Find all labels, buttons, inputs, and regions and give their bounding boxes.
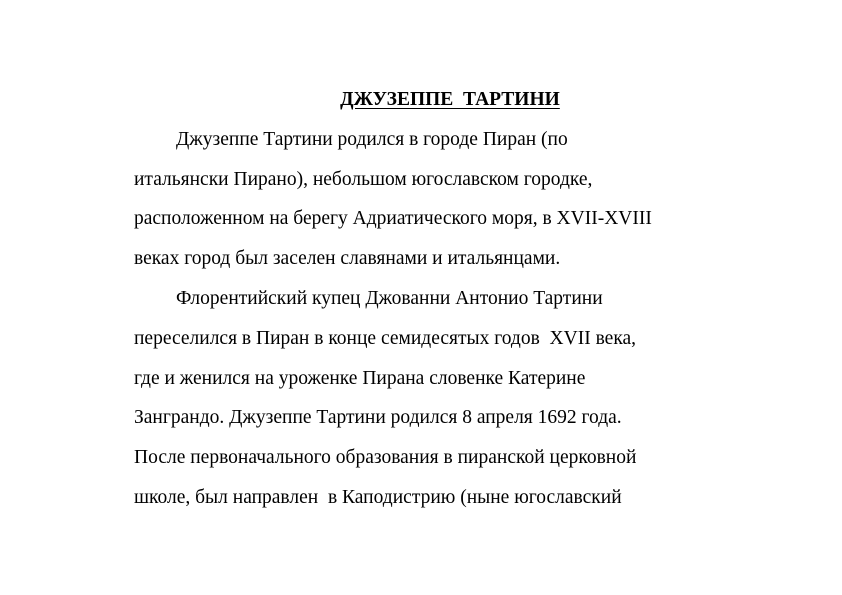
text-line: Занграндо. Джузеппе Тартини родился 8 апреля 1692 года.: [134, 407, 622, 428]
text-line: итальянски Пирано), небольшом югославском городке,: [134, 169, 593, 190]
document-title: ДЖУЗЕППЕ ТАРТИНИ: [340, 89, 560, 110]
text-line: Флорентийский купец Джованни Антонио Тартини: [176, 288, 603, 309]
text-line: расположенном на берегу Адриатического моря, в XVII-XVIII: [134, 208, 652, 229]
text-line: школе, был направлен в Каподистрию (ныне югославский: [134, 487, 622, 508]
text-line: После первоначального образования в пиранской церковной: [134, 447, 637, 468]
text-line: где и женился на уроженке Пирана словенке Катерине: [134, 368, 586, 389]
text-line: Джузеппе Тартини родился в городе Пиран (по: [176, 129, 568, 150]
text-line: переселился в Пиран в конце семидесятых годов XVII века,: [134, 328, 637, 349]
text-line: веках город был заселен славянами и итальянцами.: [134, 248, 561, 269]
